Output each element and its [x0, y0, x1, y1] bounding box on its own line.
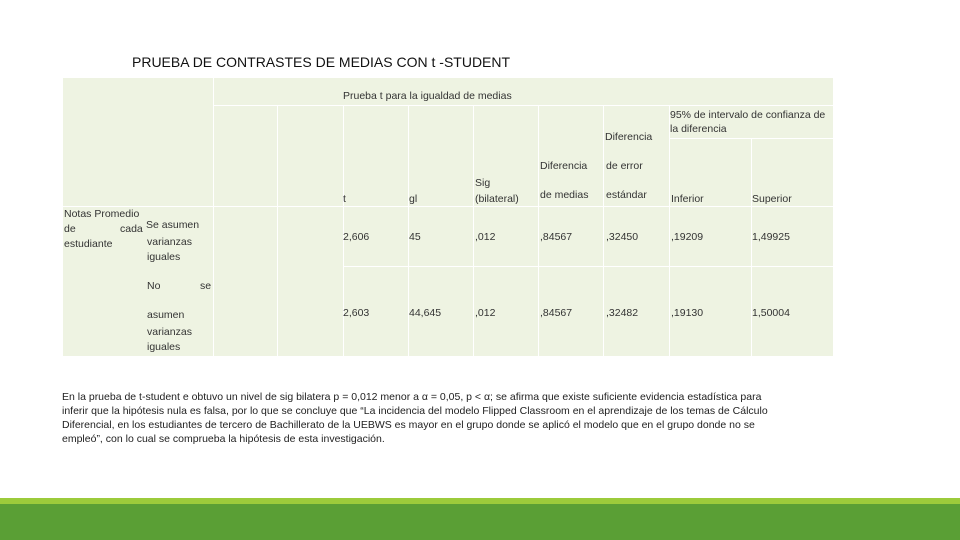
table-cell: 2,603: [343, 307, 370, 319]
col-header-t: t: [343, 193, 346, 205]
table-rule: [603, 105, 604, 356]
footer-band: [0, 504, 960, 540]
table-rule: [213, 78, 214, 356]
table-rule: [751, 138, 752, 356]
table-cell: ,19209: [671, 231, 704, 243]
row-label-unequal-var: No: [147, 280, 161, 292]
paragraph-line: En la prueba de t-student e obtuvo un nivel de sig bilatera p = 0,012 menor a α = 0,05, p < α; se afirma que existe suficiente evidencia estadística para: [62, 391, 762, 403]
row-label-equal-var: iguales: [147, 251, 181, 263]
row-label-unequal-var: varianzas: [147, 326, 192, 338]
table-cell: ,84567: [540, 307, 573, 319]
col-header-err: de error: [606, 160, 643, 172]
table-cell: 44,645: [409, 307, 442, 319]
row-label-equal-var: varianzas: [147, 236, 192, 248]
row-label-equal-var: Se asumen: [146, 219, 200, 231]
col-header-superior: Superior: [752, 193, 792, 205]
table-rule: [63, 206, 833, 207]
paragraph-line: empleó”, con lo cual se comprueba la hipótesis de esta investigación.: [62, 433, 385, 445]
col-header-sig: (bilateral): [475, 193, 519, 205]
paragraph-line: inferir que la hipótesis nula es falsa, por lo que se concluye que “La incidencia del modelo Flipped Classroom en el aprendizaje de los temas de Cálculo: [62, 405, 768, 417]
table-rule: [538, 105, 539, 356]
col-header-sig: Sig: [475, 177, 491, 189]
table-rule: [277, 105, 278, 356]
diff-header: Diferencia: [605, 131, 653, 143]
row-group-label: estudiante: [64, 238, 113, 250]
col-header-diff: Diferencia: [540, 160, 588, 172]
col-header-diff: de medias: [540, 189, 589, 201]
col-header-err: estándar: [606, 189, 647, 201]
row-group-label: Notas Promedio: [64, 208, 140, 220]
row-group-label: de: [64, 223, 76, 235]
conclusion-paragraph: [62, 390, 812, 446]
table-rule: [669, 105, 670, 356]
page-title: PRUEBA DE CONTRASTES DE MEDIAS CON t -STUDENT: [132, 54, 511, 70]
table-cell: 45: [409, 231, 421, 243]
table-cell: 1,50004: [752, 307, 790, 319]
table-rule: [213, 105, 833, 106]
row-label-unequal-var: se: [200, 280, 212, 292]
table-rule: [343, 266, 833, 267]
table-cell: ,84567: [540, 231, 573, 243]
table-cell: 1,49925: [752, 231, 790, 243]
col-header-gl: gl: [409, 193, 418, 205]
ci-header: 95% de intervalo de confianza de la diferencia: [670, 109, 826, 135]
table-cell: ,012: [475, 231, 496, 243]
col-header-inferior: Inferior: [671, 193, 704, 205]
paragraph-line: Diferencial, en los estudiantes de tercero de Bachillerato de la UEBWS es mayor en el grupo donde se aplicó el modelo que en el grupo donde no se: [62, 419, 755, 431]
table-cell: ,19130: [671, 307, 704, 319]
row-label-unequal-var: iguales: [147, 341, 181, 353]
table-cell: 2,606: [343, 231, 370, 243]
table-rule: [473, 105, 474, 356]
table-cell: ,32482: [606, 307, 639, 319]
row-group-label: cada: [120, 223, 143, 235]
table-cell: ,012: [475, 307, 496, 319]
table-caption: Prueba t para la igualdad de medias: [343, 90, 512, 102]
row-label-unequal-var: asumen: [147, 309, 185, 321]
table-cell: ,32450: [606, 231, 639, 243]
